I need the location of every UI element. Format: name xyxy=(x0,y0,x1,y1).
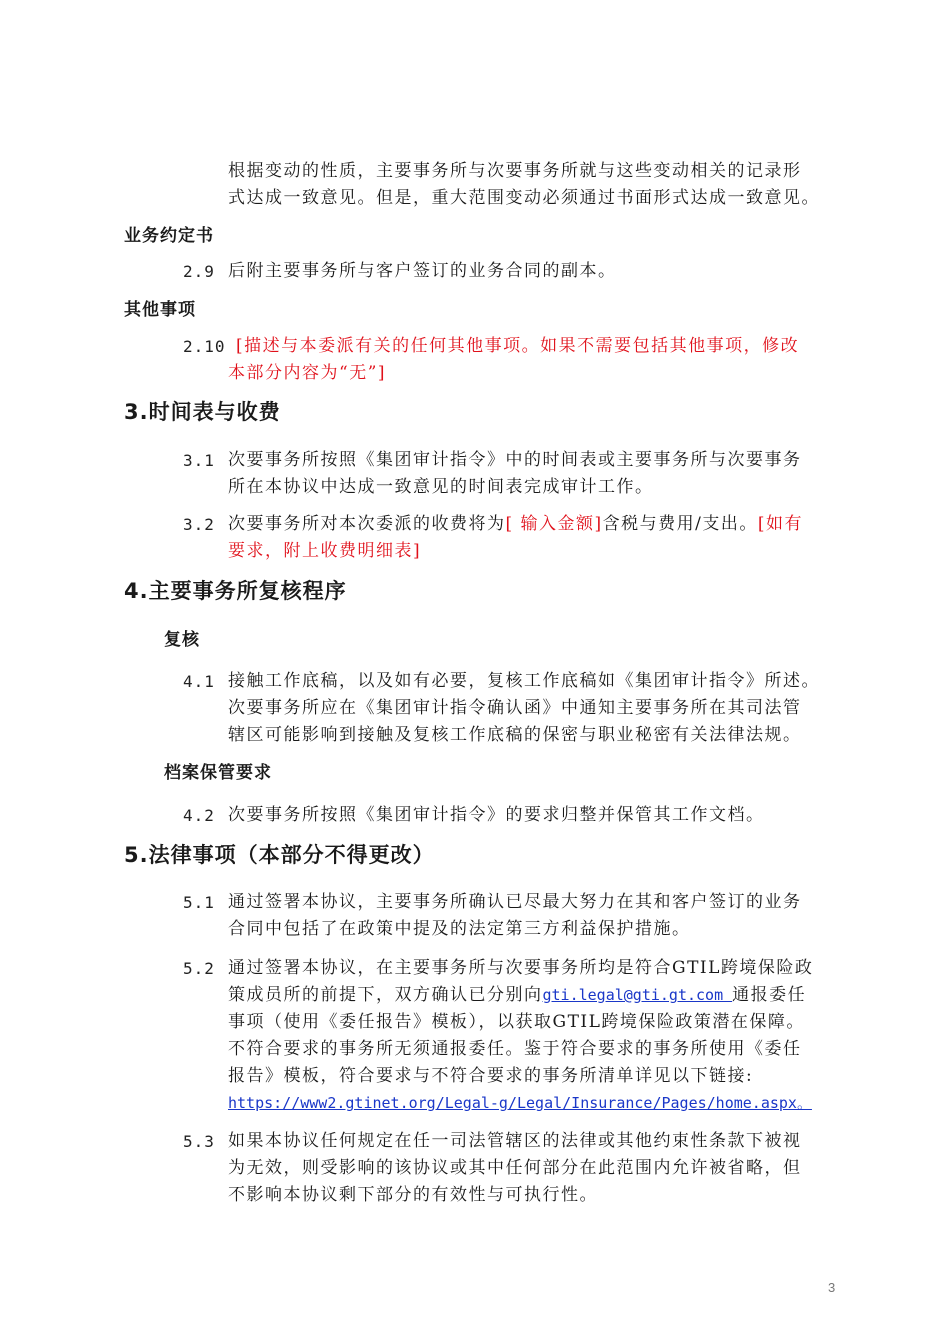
para-5-1-number: 5.1 xyxy=(183,893,215,912)
para-5-2-text-b: 通报委任 xyxy=(732,985,807,1005)
intro-line-2: 式达成一致意见。但是，重大范围变动必须通过书面形式达成一致意见。 xyxy=(228,188,820,208)
para-5-3-line-2: 为无效，则受影响的该协议或其中任何部分在此范围内允许被省略，但 xyxy=(228,1158,802,1178)
para-4-2-number: 4.2 xyxy=(183,806,215,825)
para-5-3-number: 5.3 xyxy=(183,1132,215,1151)
para-5-2-number: 5.2 xyxy=(183,959,215,978)
para-3-1-number: 3.1 xyxy=(183,451,215,470)
para-4-1-line-1: 接触工作底稿，以及如有必要，复核工作底稿如《集团审计指令》所述。 xyxy=(228,671,820,691)
para-5-2-line-3: 事项（使用《委任报告》模板），以获取GTIL跨境保险政策潜在保障。 xyxy=(228,1012,805,1032)
para-5-1-line-2: 合同中包括了在政策中提及的法定第三方利益保护措施。 xyxy=(228,919,691,939)
para-5-2-line-1: 通过签署本协议，在主要事务所与次要事务所均是符合GTIL跨境保险政 xyxy=(228,958,814,978)
section-3-heading: 3.时间表与收费 xyxy=(124,400,281,424)
section-5-heading: 5.法律事项（本部分不得更改） xyxy=(124,843,435,867)
para-5-2-text-a: 策成员所的前提下，双方确认已分别向 xyxy=(228,985,543,1005)
para-3-2-text-a: 次要事务所对本次委派的收费将为 xyxy=(228,514,506,534)
section-other-title: 其他事项 xyxy=(124,300,196,320)
para-5-2-line-5: 报告》模板，符合要求与不符合要求的事务所清单详见以下链接: xyxy=(228,1066,754,1086)
para-5-3-line-1: 如果本协议任何规定在任一司法管辖区的法律或其他约束性条款下被视 xyxy=(228,1131,802,1151)
para-5-2-line-4: 不符合要求的事务所无须通报委任。鉴于符合要求的事务所使用《委任 xyxy=(228,1039,802,1059)
para-4-1-line-2: 次要事务所应在《集团审计指令确认函》中通知主要事务所在其司法管 xyxy=(228,698,802,718)
para-3-2-line-1 xyxy=(228,511,803,538)
subsection-review-title: 复核 xyxy=(164,630,200,650)
fee-amount-placeholder: [ 输入金额] xyxy=(505,514,603,534)
para-3-2-line-2: 要求，附上收费明细表] xyxy=(228,541,422,561)
para-3-1-line-2: 所在本协议中达成一致意见的时间表完成审计工作。 xyxy=(228,477,654,497)
page-number: 3 xyxy=(828,1280,836,1295)
para-4-1-line-3: 辖区可能影响到接触及复核工作底稿的保密与职业秘密有关法律法规。 xyxy=(228,725,802,745)
intro-line-1: 根据变动的性质，主要事务所与次要事务所就与这些变动相关的记录形 xyxy=(228,161,802,181)
para-5-3-line-3: 不影响本协议剩下部分的有效性与可执行性。 xyxy=(228,1185,598,1205)
insurance-pages-link[interactable]: https://www2.gtinet.org/Legal-g/Legal/Insurance/Pages/home.aspx。 xyxy=(228,1094,812,1112)
para-3-2-text-b: 含税与费用/支出。 xyxy=(602,514,758,534)
section-engagement-title: 业务约定书 xyxy=(124,226,214,246)
para-3-2-number: 3.2 xyxy=(183,515,215,534)
para-3-1-line-1: 次要事务所按照《集团审计指令》中的时间表或主要事务所与次要事务 xyxy=(228,450,802,470)
legal-email-link[interactable]: gti.legal@gti.gt.com xyxy=(542,986,733,1004)
para-3-2-text-c: [如有 xyxy=(757,514,804,534)
subsection-archive-title: 档案保管要求 xyxy=(164,763,272,783)
section-4-heading: 4.主要事务所复核程序 xyxy=(124,579,347,603)
para-4-1-number: 4.1 xyxy=(183,672,215,691)
para-5-1-line-1: 通过签署本协议，主要事务所确认已尽最大努力在其和客户签订的业务 xyxy=(228,892,802,912)
para-2-9-text: 后附主要事务所与客户签订的业务合同的副本。 xyxy=(228,261,617,281)
para-4-2-text: 次要事务所按照《集团审计指令》的要求归整并保管其工作文档。 xyxy=(228,805,765,825)
para-5-2-line-2 xyxy=(228,982,806,1009)
para-2-9-number: 2.9 xyxy=(183,262,215,281)
para-5-2-line-6 xyxy=(228,1090,812,1117)
para-2-10-number: 2.10 xyxy=(183,337,226,356)
para-2-10-line-1: [描述与本委派有关的任何其他事项。如果不需要包括其他事项，修改 xyxy=(236,336,800,356)
para-2-10-line-2: 本部分内容为“无”] xyxy=(228,363,387,383)
